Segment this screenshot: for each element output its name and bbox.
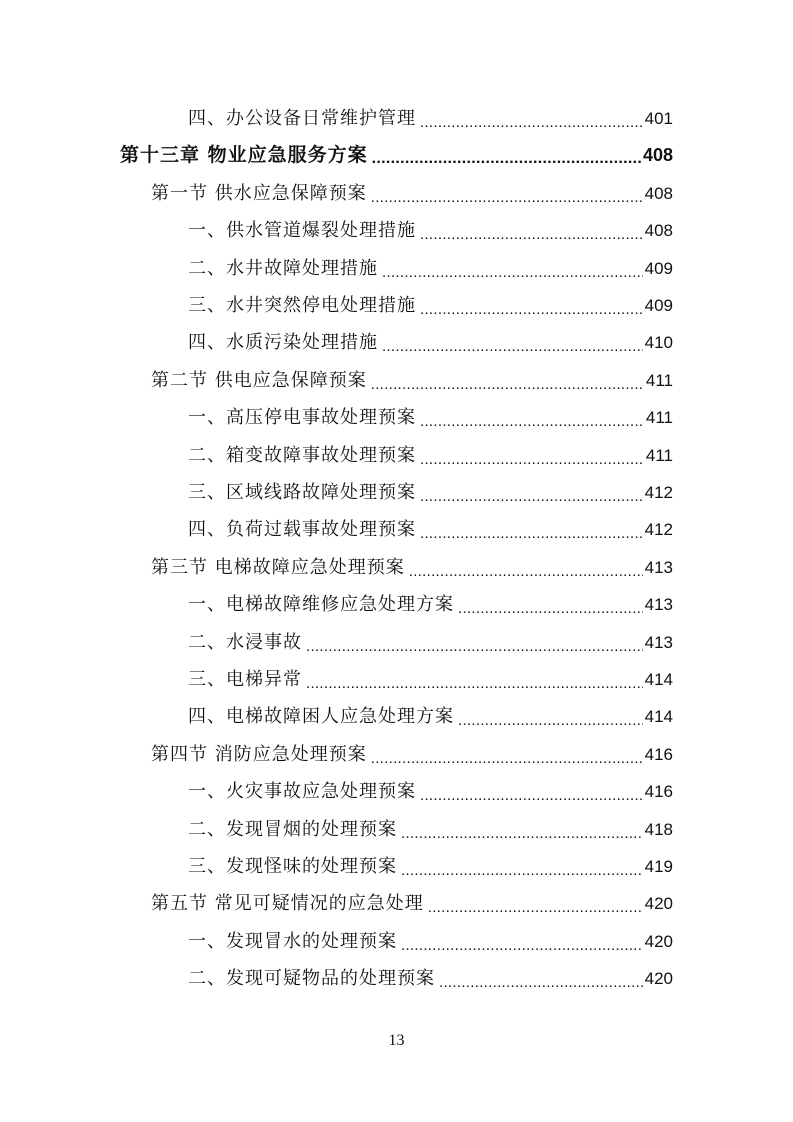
toc-entry-page: 413 bbox=[644, 557, 673, 577]
toc-section-entry[interactable] bbox=[151, 549, 673, 586]
toc-entry-title: 三、区域线路故障处理预案 bbox=[188, 482, 416, 503]
toc-entry[interactable] bbox=[188, 773, 673, 810]
toc-dot-leader bbox=[409, 549, 643, 586]
table-of-contents bbox=[0, 100, 793, 1000]
toc-entry[interactable] bbox=[188, 100, 673, 137]
toc-entry[interactable] bbox=[188, 586, 673, 623]
toc-entry-page: 420 bbox=[644, 894, 673, 914]
toc-entry-title: 一、火灾事故应急处理预案 bbox=[188, 781, 416, 803]
toc-entry-title: 一、电梯故障维修应急处理方案 bbox=[188, 594, 454, 616]
toc-section-entry[interactable] bbox=[151, 175, 673, 212]
toc-dot-leader bbox=[420, 511, 643, 548]
toc-entry[interactable] bbox=[188, 287, 673, 324]
toc-dot-leader bbox=[371, 362, 644, 399]
toc-entry-title: 第三节 电梯故障应急处理预案 bbox=[151, 556, 405, 578]
toc-dot-leader bbox=[420, 287, 643, 324]
toc-dot-leader bbox=[372, 137, 641, 174]
toc-dot-leader bbox=[401, 848, 643, 885]
toc-entry[interactable] bbox=[188, 511, 673, 548]
toc-dot-leader bbox=[371, 736, 643, 773]
toc-entry-title: 二、发现冒烟的处理预案 bbox=[188, 818, 397, 840]
toc-section-entry[interactable] bbox=[151, 736, 673, 773]
toc-entry-page: 408 bbox=[644, 183, 673, 203]
toc-entry-page: 413 bbox=[644, 632, 673, 652]
toc-entry-title: 三、水井突然停电处理措施 bbox=[188, 295, 416, 316]
toc-entry-page: 411 bbox=[645, 445, 673, 465]
toc-entry[interactable] bbox=[188, 923, 673, 960]
toc-entry-title: 二、水浸事故 bbox=[188, 631, 302, 653]
toc-entry[interactable] bbox=[188, 960, 673, 997]
toc-dot-leader bbox=[306, 661, 643, 698]
toc-entry-page: 414 bbox=[644, 707, 673, 727]
toc-dot-leader bbox=[371, 175, 643, 212]
toc-entry[interactable] bbox=[188, 698, 673, 735]
toc-section-entry[interactable] bbox=[151, 362, 673, 399]
toc-entry-title: 第五节 常见可疑情况的应急处理 bbox=[151, 893, 424, 915]
toc-entry-page: 416 bbox=[644, 744, 673, 764]
toc-entry-page: 413 bbox=[644, 595, 673, 615]
toc-entry-title: 二、水井故障处理措施 bbox=[188, 257, 378, 279]
page-number: 13 bbox=[388, 1032, 405, 1049]
toc-entry-title: 四、水质污染处理措施 bbox=[188, 332, 378, 354]
toc-entry-page: 420 bbox=[644, 969, 673, 989]
toc-entry[interactable] bbox=[188, 212, 673, 249]
toc-section-entry[interactable] bbox=[151, 885, 673, 922]
toc-entry-page: 419 bbox=[644, 857, 673, 876]
toc-entry-page: 409 bbox=[644, 258, 673, 278]
toc-entry-title: 第十三章 物业应急服务方案 bbox=[120, 144, 368, 167]
toc-dot-leader bbox=[428, 885, 643, 922]
toc-entry-title: 一、发现冒水的处理预案 bbox=[188, 930, 397, 952]
toc-entry-page: 416 bbox=[644, 782, 673, 802]
toc-dot-leader bbox=[458, 586, 643, 623]
toc-entry-title: 一、高压停电事故处理预案 bbox=[188, 407, 416, 429]
toc-entry-page: 420 bbox=[644, 931, 673, 951]
toc-entry-title: 第二节 供电应急保障预案 bbox=[151, 369, 367, 391]
toc-entry-title: 一、供水管道爆裂处理措施 bbox=[188, 220, 416, 242]
toc-entry-title: 第四节 消防应急处理预案 bbox=[151, 743, 367, 765]
toc-entry-title: 二、发现可疑物品的处理预案 bbox=[188, 968, 435, 990]
toc-dot-leader bbox=[458, 698, 643, 735]
toc-entry-page: 408 bbox=[642, 145, 673, 166]
toc-dot-leader bbox=[420, 437, 644, 474]
toc-chapter-entry[interactable] bbox=[120, 137, 673, 174]
toc-entry-title: 四、负荷过载事故处理预案 bbox=[188, 519, 416, 541]
toc-entry-page: 418 bbox=[644, 819, 673, 839]
toc-entry-page: 401 bbox=[644, 109, 673, 128]
toc-entry[interactable] bbox=[188, 399, 673, 436]
toc-dot-leader bbox=[401, 923, 643, 960]
toc-entry-page: 414 bbox=[644, 670, 673, 689]
toc-entry-page: 412 bbox=[644, 520, 673, 540]
toc-dot-leader bbox=[306, 624, 643, 661]
toc-entry-title: 三、发现怪味的处理预案 bbox=[188, 856, 397, 877]
toc-dot-leader bbox=[420, 100, 643, 137]
toc-entry-page: 410 bbox=[644, 333, 673, 353]
toc-entry-title: 二、箱变故障事故处理预案 bbox=[188, 444, 416, 466]
toc-dot-leader bbox=[420, 212, 643, 249]
toc-dot-leader bbox=[382, 250, 643, 287]
toc-dot-leader bbox=[420, 773, 643, 810]
toc-entry[interactable] bbox=[188, 250, 673, 287]
toc-entry[interactable] bbox=[188, 437, 673, 474]
toc-entry[interactable] bbox=[188, 848, 673, 885]
toc-entry-title: 三、电梯异常 bbox=[188, 669, 302, 690]
toc-dot-leader bbox=[382, 324, 643, 361]
toc-entry-page: 408 bbox=[644, 221, 673, 241]
toc-dot-leader bbox=[420, 474, 643, 511]
toc-dot-leader bbox=[420, 399, 644, 436]
toc-entry-page: 409 bbox=[644, 296, 673, 315]
toc-dot-leader bbox=[439, 960, 643, 997]
toc-entry-title: 第一节 供水应急保障预案 bbox=[151, 182, 367, 204]
toc-entry[interactable] bbox=[188, 661, 673, 698]
toc-entry-page: 412 bbox=[644, 483, 673, 502]
toc-entry-page: 411 bbox=[645, 408, 673, 428]
toc-dot-leader bbox=[401, 811, 643, 848]
toc-entry-title: 四、电梯故障困人应急处理方案 bbox=[188, 706, 454, 728]
toc-entry-title: 四、办公设备日常维护管理 bbox=[188, 108, 416, 129]
toc-entry[interactable] bbox=[188, 324, 673, 361]
toc-entry-page: 411 bbox=[645, 370, 673, 390]
toc-entry[interactable] bbox=[188, 624, 673, 661]
toc-entry[interactable] bbox=[188, 474, 673, 511]
toc-entry[interactable] bbox=[188, 811, 673, 848]
